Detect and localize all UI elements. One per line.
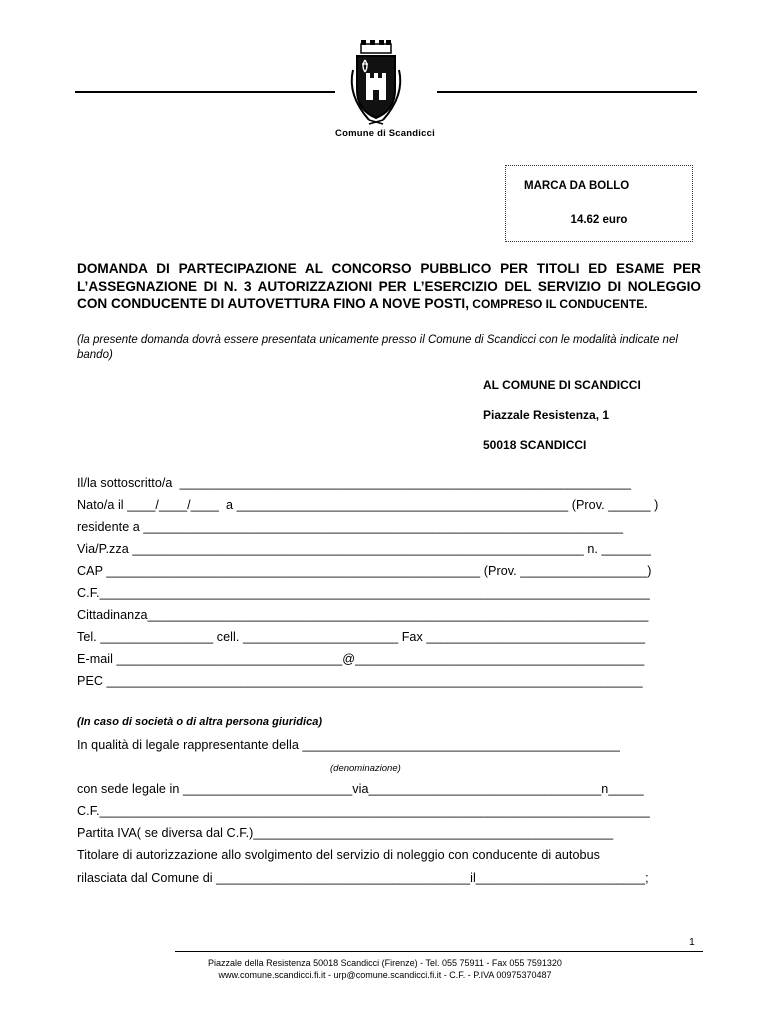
field-email[interactable]: E-mail ________________________________@_________________________________________	[77, 652, 645, 666]
footer-rule	[175, 951, 703, 952]
titolare-line: Titolare di autorizzazione allo svolgimento del servizio di noleggio con conducente di autobus	[77, 848, 600, 862]
field-rilasciata[interactable]: rilasciata dal Comune di ____________________________________il________________________;	[77, 871, 649, 885]
field-cittadinanza[interactable]: Cittadinanza_______________________________________________________________________	[77, 608, 649, 622]
company-heading: (In caso di società o di altra persona giuridica)	[77, 716, 323, 728]
field-nato[interactable]: Nato/a il ____/____/____ a _______________________________________________ (Prov. ______ )	[77, 498, 659, 512]
field-cap[interactable]: CAP _____________________________________________________ (Prov. __________________)	[77, 564, 652, 578]
recipient-line-3: 50018 SCANDICCI	[483, 438, 587, 452]
coat-of-arms-icon	[345, 40, 407, 126]
field-pec[interactable]: PEC ____________________________________________________________________________	[77, 674, 643, 688]
document-title	[77, 260, 701, 314]
field-cf[interactable]: C.F.______________________________________________________________________________	[77, 586, 650, 600]
title-main: DOMANDA DI PARTECIPAZIONE AL CONCORSO PUBBLICO PER TITOLI ED ESAME PER L’ASSEGNAZIONE DI N. 3 AUTORIZZAZIONI PER L’ESERCIZIO DEL SERVIZIO DI NOLEGGIO CON CONDUCENTE DI AUTOVETTURA FINO A NOVE POSTI,	[77, 261, 701, 311]
stamp-box	[505, 165, 693, 242]
field-partita-iva[interactable]: Partita IVA( se diversa dal C.F.)___________________________________________________	[77, 826, 614, 840]
field-tel[interactable]: Tel. ________________ cell. ______________________ Fax _______________________________	[77, 630, 646, 644]
stamp-label: MARCA DA BOLLO	[524, 180, 630, 192]
page-number: 1	[689, 936, 695, 948]
footer-contacts: www.comune.scandicci.fi.it - urp@comune.scandicci.fi.it - C.F. - P.IVA 00975370487	[218, 970, 552, 980]
footer-address: Piazzale della Resistenza 50018 Scandicci (Firenze) - Tel. 055 75911 - Fax 055 7591320	[208, 958, 562, 968]
field-via[interactable]: Via/P.zza ________________________________________________________________ n. _______	[77, 542, 651, 556]
field-legale-rappresentante[interactable]: In qualità di legale rappresentante della _____________________________________________	[77, 738, 620, 752]
header-rule-left	[75, 91, 335, 93]
field-sottoscritto[interactable]: Il/la sottoscritto/a ________________________________________________________________	[77, 476, 632, 490]
recipient-line-2: Piazzale Resistenza, 1	[483, 408, 610, 422]
field-residente[interactable]: residente a ____________________________________________________________________	[77, 520, 624, 534]
comune-caption: Comune di Scandicci	[335, 128, 435, 139]
submission-note: (la presente domanda dovrà essere presentata unicamente presso il Comune di Scandicci con le modalità indicate nel bando)	[77, 334, 678, 361]
field-sede-legale[interactable]: con sede legale in ________________________via_________________________________n_____	[77, 782, 644, 796]
header-rule-right	[437, 91, 697, 93]
denominazione-caption: (denominazione)	[330, 763, 401, 774]
field-company-cf[interactable]: C.F.______________________________________________________________________________	[77, 804, 650, 818]
recipient-line-1: AL COMUNE DI SCANDICCI	[483, 378, 641, 392]
stamp-amount: 14.62 euro	[570, 214, 628, 226]
title-tail: COMPRESO IL CONDUCENTE.	[468, 297, 648, 311]
